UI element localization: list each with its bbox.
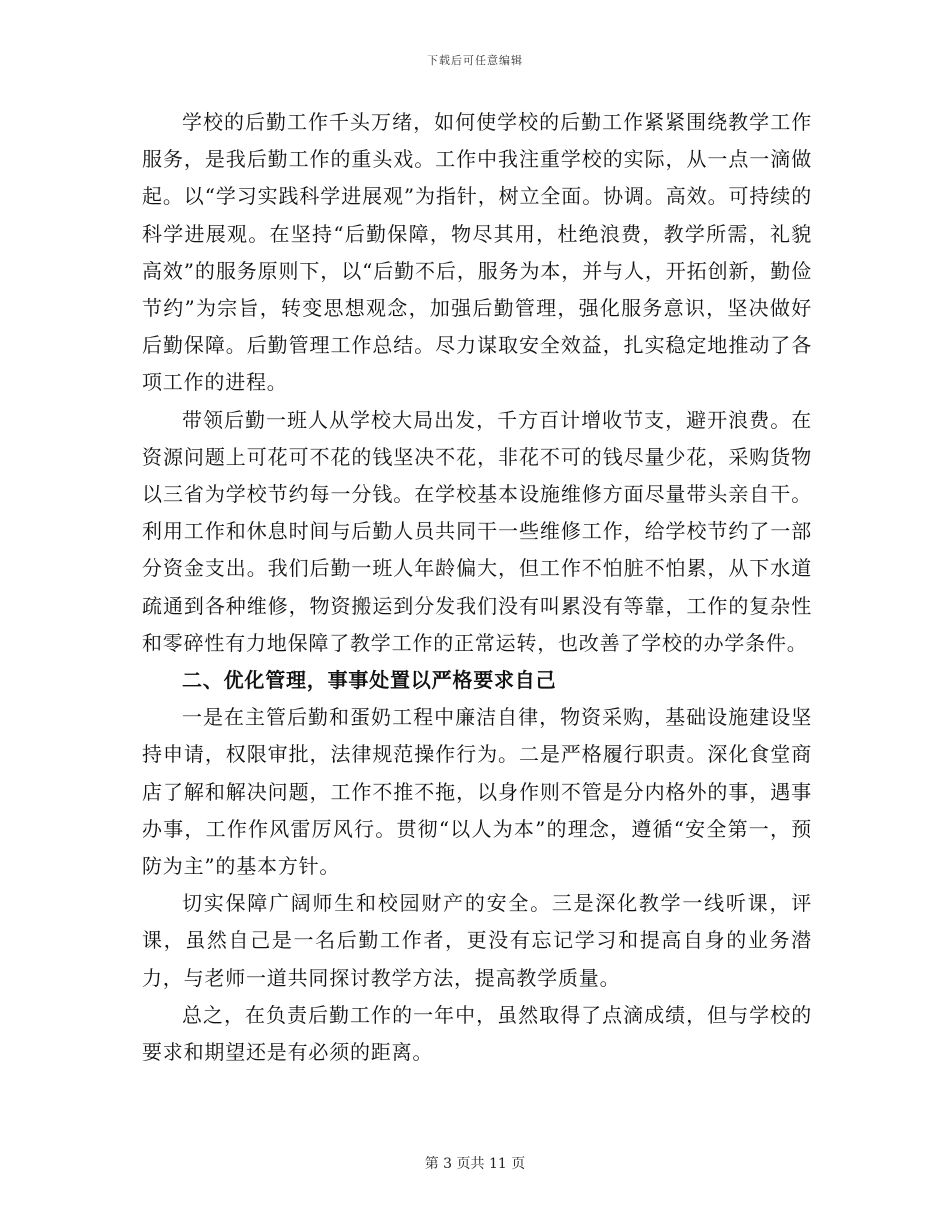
document-body — [142, 104, 812, 1071]
paragraph-cost-saving: 带领后勤一班人从学校大局出发，千方百计增收节支，避开浪费。在资源问题上可花可不花的钱坚决不花，非花不可的钱尽量少花，采购货物以三省为学校节约每一分钱。在学校基本设施维修方面尽量带头亲自干。利用工作和休息时间与后勤人员共同干一些维修工作，给学校节约了一部分资金支出。我们后勤一班人年龄偏大，但工作不怕脏不怕累，从下水道疏通到各种维修，物资搬运到分发我们没有叫累没有等靠，工作的复杂性和零碎性有力地保障了教学工作的正常运转，也改善了学校的办学条件。 — [142, 407, 812, 655]
paragraph-safety-teaching: 切实保障广阔师生和校园财产的安全。三是深化教学一线听课，评课，虽然自己是一名后勤工作者，更没有忘记学习和提高自身的业务潜力，与老师一道共同探讨教学方法，提高教学质量。 — [142, 891, 812, 990]
section-heading: 二、优化管理，事事处置以严格要求自己 — [182, 668, 557, 693]
paragraph-logistics-overview: 学校的后勤工作千头万绪，如何使学校的后勤工作紧紧围绕教学工作服务，是我后勤工作的重头戏。工作中我注重学校的实际，从一点一滴做起。以“学习实践科学进展观”为指针，树立全面。协调。高效。可持续的科学进展观。在坚持“后勤保障，物尽其用，杜绝浪费，教学所需，礼貌高效”的服务原则下，以“后勤不后，服务为本，并与人，开拓创新，勤俭节约”为宗旨，转变思想观念，加强后勤管理，强化服务意识，坚决做好后勤保障。后勤管理工作总结。尽力谋取安全效益，扎实稳定地推动了各项工作的进程。 — [142, 110, 812, 395]
page-header: 下载后可任意编辑 — [427, 54, 523, 67]
paragraph-summary: 总之，在负责后勤工作的一年中，虽然取得了点滴成绩，但与学校的要求和期望还是有必须的距离。 — [142, 1002, 812, 1065]
paragraph-management: 一是在主管后勤和蛋奶工程中廉洁自律，物资采购，基础设施建设坚持申请，权限审批，法律规范操作行为。二是严格履行职责。深化食堂商店了解和解决问题，工作不推不拖，以身作则不管是分内格外的事，遇事办事，工作作风雷厉风行。贯彻“以人为本”的理念，遵循“安全第一，预防为主”的基本方针。 — [142, 705, 812, 879]
page-number: 第 3 页共 11 页 — [424, 1156, 526, 1172]
